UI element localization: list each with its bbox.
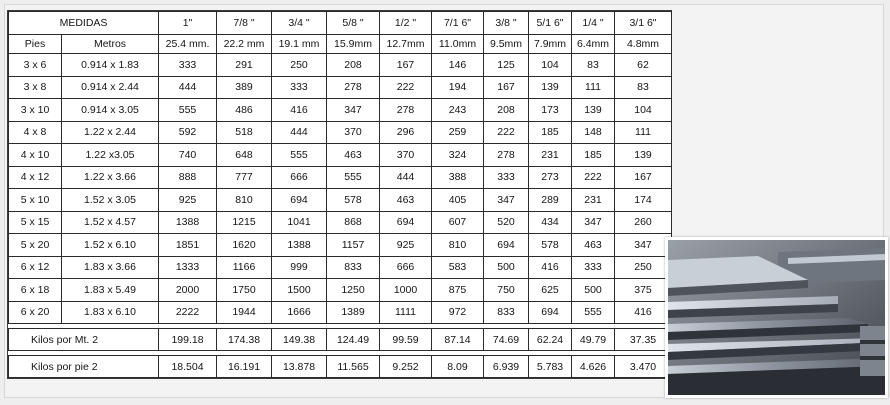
weight-cell: 1250 bbox=[327, 279, 380, 302]
table-row bbox=[9, 54, 672, 77]
weight-cell: 463 bbox=[572, 234, 615, 257]
weight-cell: 83 bbox=[572, 54, 615, 77]
weight-cell: 416 bbox=[615, 301, 672, 324]
feet-header: Pies bbox=[9, 35, 62, 54]
weight-cell: 486 bbox=[217, 99, 272, 122]
weight-cell: 444 bbox=[380, 166, 432, 189]
weight-cell: 347 bbox=[484, 189, 529, 212]
table-row bbox=[9, 234, 672, 257]
weight-cell: 333 bbox=[572, 256, 615, 279]
weight-cell: 666 bbox=[272, 166, 327, 189]
weight-cell: 592 bbox=[159, 121, 217, 144]
table-row bbox=[9, 256, 672, 279]
thickness-mm-header: 12.7mm bbox=[380, 35, 432, 54]
weight-cell: 925 bbox=[380, 234, 432, 257]
weight-cell: 104 bbox=[615, 99, 672, 122]
weight-cell: 1166 bbox=[217, 256, 272, 279]
weight-cell: 231 bbox=[572, 189, 615, 212]
weight-cell: 250 bbox=[615, 256, 672, 279]
weight-cell: 185 bbox=[529, 121, 572, 144]
summary-value-cell: 9.252 bbox=[380, 356, 432, 378]
summary-value-cell: 11.565 bbox=[327, 356, 380, 378]
summary-value-cell: 37.35 bbox=[615, 329, 672, 351]
size-meters-cell: 1.83 x 6.10 bbox=[62, 301, 159, 324]
weight-cell: 333 bbox=[484, 166, 529, 189]
weight-cell: 139 bbox=[529, 76, 572, 99]
table-row bbox=[9, 166, 672, 189]
weight-cell: 833 bbox=[327, 256, 380, 279]
weight-cell: 578 bbox=[529, 234, 572, 257]
weight-cell: 291 bbox=[217, 54, 272, 77]
weight-cell: 125 bbox=[484, 54, 529, 77]
weight-cell: 173 bbox=[529, 99, 572, 122]
header-row-mm bbox=[9, 35, 672, 54]
weight-cell: 518 bbox=[217, 121, 272, 144]
weight-cell: 231 bbox=[529, 144, 572, 167]
weight-cell: 370 bbox=[327, 121, 380, 144]
weight-cell: 925 bbox=[159, 189, 217, 212]
weight-cell: 1215 bbox=[217, 211, 272, 234]
size-feet-cell: 5 x 15 bbox=[9, 211, 62, 234]
weight-cell: 222 bbox=[380, 76, 432, 99]
thickness-in-header: 7/1 6" bbox=[432, 12, 484, 35]
weight-cell: 694 bbox=[529, 301, 572, 324]
weight-cell: 1620 bbox=[217, 234, 272, 257]
summary-value-cell: 124.49 bbox=[327, 329, 380, 351]
weight-cell: 888 bbox=[159, 166, 217, 189]
size-meters-cell: 0.914 x 3.05 bbox=[62, 99, 159, 122]
weight-cell: 434 bbox=[529, 211, 572, 234]
size-feet-cell: 4 x 8 bbox=[9, 121, 62, 144]
weight-cell: 273 bbox=[529, 166, 572, 189]
summary-value-cell: 62.24 bbox=[529, 329, 572, 351]
size-meters-cell: 1.83 x 3.66 bbox=[62, 256, 159, 279]
weight-cell: 500 bbox=[572, 279, 615, 302]
table-row bbox=[9, 144, 672, 167]
summary-row bbox=[9, 329, 672, 351]
weight-cell: 444 bbox=[272, 121, 327, 144]
weight-cell: 1333 bbox=[159, 256, 217, 279]
weight-cell: 555 bbox=[272, 144, 327, 167]
table-row bbox=[9, 211, 672, 234]
weight-cell: 648 bbox=[217, 144, 272, 167]
weight-cell: 1389 bbox=[327, 301, 380, 324]
measures-header: MEDIDAS bbox=[9, 12, 159, 35]
thickness-in-header: 1/2 " bbox=[380, 12, 432, 35]
size-feet-cell: 5 x 10 bbox=[9, 189, 62, 212]
weight-cell: 278 bbox=[327, 76, 380, 99]
size-meters-cell: 1.52 x 6.10 bbox=[62, 234, 159, 257]
weight-cell: 296 bbox=[380, 121, 432, 144]
thickness-mm-header: 11.0mm bbox=[432, 35, 484, 54]
summary-value-cell: 6.939 bbox=[484, 356, 529, 378]
table-row bbox=[9, 76, 672, 99]
summary-label: Kilos por Mt. 2 bbox=[9, 329, 159, 351]
weight-cell: 104 bbox=[529, 54, 572, 77]
thickness-in-header: 3/1 6" bbox=[615, 12, 672, 35]
weight-cell: 444 bbox=[159, 76, 217, 99]
weight-cell: 1041 bbox=[272, 211, 327, 234]
thickness-in-header: 1/4 " bbox=[572, 12, 615, 35]
thickness-mm-header: 15.9mm bbox=[327, 35, 380, 54]
weight-cell: 370 bbox=[380, 144, 432, 167]
weight-cell: 111 bbox=[572, 76, 615, 99]
thickness-mm-header: 19.1 mm bbox=[272, 35, 327, 54]
summary-value-cell: 149.38 bbox=[272, 329, 327, 351]
weight-cell: 324 bbox=[432, 144, 484, 167]
weight-cell: 578 bbox=[327, 189, 380, 212]
weight-cell: 260 bbox=[615, 211, 672, 234]
weight-cell: 1388 bbox=[272, 234, 327, 257]
weight-cell: 833 bbox=[484, 301, 529, 324]
size-feet-cell: 6 x 12 bbox=[9, 256, 62, 279]
summary-value-cell: 74.69 bbox=[484, 329, 529, 351]
table-row bbox=[9, 121, 672, 144]
weight-cell: 243 bbox=[432, 99, 484, 122]
weight-cell: 1851 bbox=[159, 234, 217, 257]
summary-value-cell: 87.14 bbox=[432, 329, 484, 351]
weight-cell: 972 bbox=[432, 301, 484, 324]
weight-cell: 750 bbox=[484, 279, 529, 302]
weight-cell: 2222 bbox=[159, 301, 217, 324]
weight-cell: 777 bbox=[217, 166, 272, 189]
weight-cell: 875 bbox=[432, 279, 484, 302]
weight-cell: 868 bbox=[327, 211, 380, 234]
size-meters-cell: 1.83 x 5.49 bbox=[62, 279, 159, 302]
weight-cell: 375 bbox=[615, 279, 672, 302]
summary-value-cell: 199.18 bbox=[159, 329, 217, 351]
size-meters-cell: 1.52 x 3.05 bbox=[62, 189, 159, 212]
thickness-mm-header: 4.8mm bbox=[615, 35, 672, 54]
weight-cell: 250 bbox=[272, 54, 327, 77]
thickness-in-header: 3/4 " bbox=[272, 12, 327, 35]
weight-cell: 463 bbox=[327, 144, 380, 167]
weight-cell: 694 bbox=[380, 211, 432, 234]
weight-cell: 625 bbox=[529, 279, 572, 302]
thickness-in-header: 3/8 " bbox=[484, 12, 529, 35]
thickness-mm-header: 25.4 mm. bbox=[159, 35, 217, 54]
weight-cell: 167 bbox=[615, 166, 672, 189]
size-meters-cell: 1.22 x 2.44 bbox=[62, 121, 159, 144]
weight-cell: 666 bbox=[380, 256, 432, 279]
weight-cell: 148 bbox=[572, 121, 615, 144]
header-row-inches bbox=[9, 12, 672, 35]
thickness-mm-header: 6.4mm bbox=[572, 35, 615, 54]
size-feet-cell: 5 x 20 bbox=[9, 234, 62, 257]
weight-cell: 111 bbox=[615, 121, 672, 144]
weight-cell: 607 bbox=[432, 211, 484, 234]
weight-cell: 185 bbox=[572, 144, 615, 167]
weight-cell: 139 bbox=[615, 144, 672, 167]
summary-value-cell: 13.878 bbox=[272, 356, 327, 378]
weight-cell: 416 bbox=[529, 256, 572, 279]
weights-table-container bbox=[7, 10, 672, 379]
weight-cell: 167 bbox=[484, 76, 529, 99]
weight-cell: 500 bbox=[484, 256, 529, 279]
weight-cell: 1944 bbox=[217, 301, 272, 324]
size-feet-cell: 6 x 18 bbox=[9, 279, 62, 302]
weight-cell: 1500 bbox=[272, 279, 327, 302]
weight-cell: 259 bbox=[432, 121, 484, 144]
summary-value-cell: 99.59 bbox=[380, 329, 432, 351]
summary-value-cell: 18.504 bbox=[159, 356, 217, 378]
summary-value-cell: 8.09 bbox=[432, 356, 484, 378]
weight-cell: 694 bbox=[272, 189, 327, 212]
size-feet-cell: 4 x 10 bbox=[9, 144, 62, 167]
weight-cell: 555 bbox=[327, 166, 380, 189]
table-body bbox=[9, 54, 672, 378]
thickness-in-header: 1" bbox=[159, 12, 217, 35]
table-row bbox=[9, 189, 672, 212]
summary-label: Kilos por pie 2 bbox=[9, 356, 159, 378]
weight-cell: 174 bbox=[615, 189, 672, 212]
weight-cell: 555 bbox=[159, 99, 217, 122]
table-row bbox=[9, 301, 672, 324]
thickness-mm-header: 22.2 mm bbox=[217, 35, 272, 54]
weight-cell: 1388 bbox=[159, 211, 217, 234]
size-feet-cell: 3 x 8 bbox=[9, 76, 62, 99]
weight-cell: 694 bbox=[484, 234, 529, 257]
weight-cell: 347 bbox=[615, 234, 672, 257]
summary-value-cell: 16.191 bbox=[217, 356, 272, 378]
weight-cell: 139 bbox=[572, 99, 615, 122]
weight-cell: 740 bbox=[159, 144, 217, 167]
weight-cell: 146 bbox=[432, 54, 484, 77]
weight-cell: 2000 bbox=[159, 279, 217, 302]
weight-cell: 167 bbox=[380, 54, 432, 77]
size-meters-cell: 1.52 x 4.57 bbox=[62, 211, 159, 234]
weight-cell: 62 bbox=[615, 54, 672, 77]
summary-value-cell: 49.79 bbox=[572, 329, 615, 351]
weight-cell: 1750 bbox=[217, 279, 272, 302]
weight-cell: 405 bbox=[432, 189, 484, 212]
table-row bbox=[9, 99, 672, 122]
weight-cell: 555 bbox=[572, 301, 615, 324]
weight-cell: 1666 bbox=[272, 301, 327, 324]
weight-cell: 1111 bbox=[380, 301, 432, 324]
weight-cell: 222 bbox=[572, 166, 615, 189]
table-row bbox=[9, 279, 672, 302]
steel-plates-photo bbox=[665, 237, 888, 398]
steel-plate-weights-table bbox=[8, 11, 672, 378]
thickness-mm-header: 9.5mm bbox=[484, 35, 529, 54]
weight-cell: 347 bbox=[572, 211, 615, 234]
weight-cell: 1157 bbox=[327, 234, 380, 257]
weight-cell: 83 bbox=[615, 76, 672, 99]
weight-cell: 278 bbox=[484, 144, 529, 167]
weight-cell: 208 bbox=[484, 99, 529, 122]
weight-cell: 333 bbox=[272, 76, 327, 99]
size-meters-cell: 1.22 x 3.66 bbox=[62, 166, 159, 189]
meters-header: Metros bbox=[62, 35, 159, 54]
weight-cell: 389 bbox=[217, 76, 272, 99]
summary-value-cell: 174.38 bbox=[217, 329, 272, 351]
size-meters-cell: 1.22 x3.05 bbox=[62, 144, 159, 167]
weight-cell: 999 bbox=[272, 256, 327, 279]
weight-cell: 810 bbox=[217, 189, 272, 212]
weight-cell: 194 bbox=[432, 76, 484, 99]
thickness-in-header: 5/8 " bbox=[327, 12, 380, 35]
weight-cell: 347 bbox=[327, 99, 380, 122]
size-meters-cell: 0.914 x 2.44 bbox=[62, 76, 159, 99]
summary-row bbox=[9, 356, 672, 378]
weight-cell: 333 bbox=[159, 54, 217, 77]
weight-cell: 810 bbox=[432, 234, 484, 257]
thickness-in-header: 7/8 " bbox=[217, 12, 272, 35]
size-feet-cell: 6 x 20 bbox=[9, 301, 62, 324]
weight-cell: 289 bbox=[529, 189, 572, 212]
weight-cell: 1000 bbox=[380, 279, 432, 302]
weight-cell: 278 bbox=[380, 99, 432, 122]
weight-cell: 388 bbox=[432, 166, 484, 189]
thickness-mm-header: 7.9mm bbox=[529, 35, 572, 54]
thickness-in-header: 5/1 6" bbox=[529, 12, 572, 35]
size-feet-cell: 3 x 6 bbox=[9, 54, 62, 77]
size-feet-cell: 3 x 10 bbox=[9, 99, 62, 122]
weight-cell: 463 bbox=[380, 189, 432, 212]
summary-value-cell: 4.626 bbox=[572, 356, 615, 378]
weight-cell: 222 bbox=[484, 121, 529, 144]
summary-value-cell: 5.783 bbox=[529, 356, 572, 378]
summary-value-cell: 3.470 bbox=[615, 356, 672, 378]
size-meters-cell: 0.914 x 1.83 bbox=[62, 54, 159, 77]
weight-cell: 416 bbox=[272, 99, 327, 122]
weight-cell: 520 bbox=[484, 211, 529, 234]
weight-cell: 208 bbox=[327, 54, 380, 77]
weight-cell: 583 bbox=[432, 256, 484, 279]
size-feet-cell: 4 x 12 bbox=[9, 166, 62, 189]
